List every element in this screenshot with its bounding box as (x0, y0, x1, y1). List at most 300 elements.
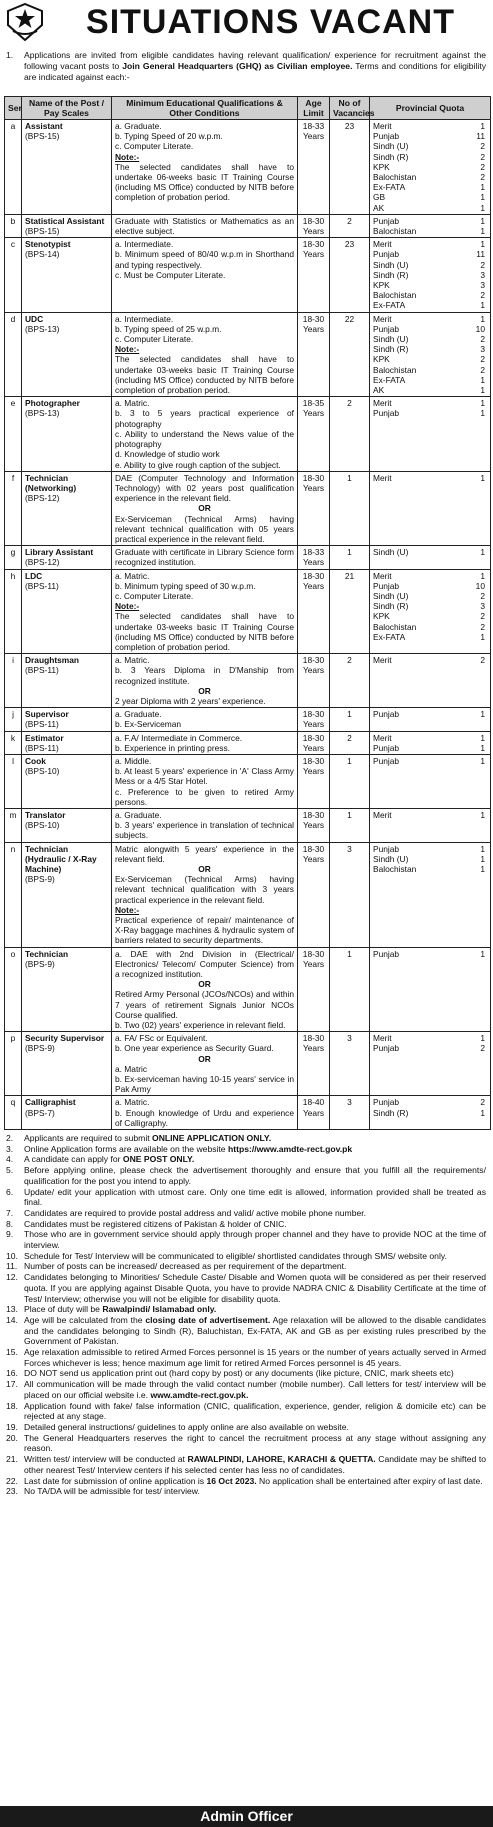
quota-count: 2 (480, 259, 485, 270)
term-text-bold: https://www.amdte-rect.gov.pk (227, 1143, 353, 1154)
quota-line (373, 239, 487, 249)
post-name: Estimator (25, 732, 64, 743)
post-name: UDC (25, 313, 44, 324)
quota-line (373, 581, 487, 591)
cell-qualification (112, 1032, 298, 1096)
cell-post (22, 1096, 112, 1130)
quota-line (373, 949, 487, 959)
quota-province: GB (373, 192, 386, 203)
post-name: Photographer (25, 398, 80, 409)
cell-post (22, 842, 112, 947)
term-number: 8. (6, 1218, 14, 1229)
pay-scale: (BPS-15) (25, 226, 60, 237)
table-row (5, 654, 491, 708)
term-number: 4. (6, 1154, 14, 1165)
qualification-item: a. Intermediate. (115, 313, 174, 324)
cell-provincial-quota (370, 947, 491, 1032)
cell-post (22, 238, 112, 312)
qualification-item: c. Computer Literate. (115, 141, 194, 152)
cell-vacancies: 2 (330, 654, 370, 708)
quota-line (373, 655, 487, 665)
cell-age-limit: 18-30 Years (298, 214, 330, 237)
qualification-item: b. Ex-Serviceman (115, 719, 182, 730)
table-header-row (5, 97, 491, 120)
quota-province: AK (373, 202, 385, 213)
term-text-part: Candidate may be shifted to other nearest Test/ Interview centers if his selected center has less no of candidates. (24, 1454, 486, 1475)
quota-province: Ex-FATA (373, 374, 406, 385)
qualification-text: DAE (Computer Technology and Information Technology) with 02 years post qualification experience in the relevant field. (115, 472, 294, 504)
cell-vacancies: 23 (330, 120, 370, 215)
term-text (24, 1379, 486, 1400)
quota-line (373, 226, 487, 236)
quota-province: AK (373, 385, 385, 396)
qualification-item: a. F.A/ Intermediate in Commerce. (115, 732, 243, 743)
term-text (24, 1422, 349, 1432)
cell-post (22, 569, 112, 654)
qualification-text: Graduate with certificate in Library Science form recognized institution. (115, 547, 294, 568)
post-name: Technician (25, 948, 69, 959)
cell-provincial-quota (370, 754, 491, 808)
quota-line (373, 334, 487, 344)
terms-list (6, 1133, 486, 1497)
term-number: 23. (6, 1486, 18, 1497)
post-name: Stenotypist (25, 239, 71, 250)
qualification-item: a. Matric. (115, 655, 150, 666)
col-header-post: Name of the Post / Pay Scales (22, 97, 112, 120)
quota-line (373, 591, 487, 601)
term-text-part: A candidate can apply for (24, 1154, 123, 1165)
quota-province: Ex-FATA (373, 300, 406, 311)
intro-number: 1. (6, 50, 14, 60)
cell-qualification (112, 312, 298, 397)
cell-qualification (112, 731, 298, 754)
quota-province: Sindh (U) (373, 547, 409, 558)
quota-province: Balochistan (373, 621, 417, 632)
col-header-age: Age Limit (298, 97, 330, 120)
cell-qualification (112, 708, 298, 731)
table-row (5, 238, 491, 312)
quota-province: Sindh (R) (373, 269, 409, 280)
quota-count: 1 (480, 742, 485, 753)
or-separator: OR (198, 864, 211, 875)
term-number: 15. (6, 1347, 18, 1358)
cell-vacancies: 23 (330, 238, 370, 312)
pay-scale: (BPS-11) (25, 742, 59, 753)
cell-provincial-quota (370, 1032, 491, 1096)
term-item (6, 1133, 486, 1144)
pay-scale: (BPS-12) (25, 493, 60, 504)
qualification-item: b. 3 to 5 years practical experience of photography (115, 408, 294, 429)
quota-line (373, 622, 487, 632)
term-text-part: Detailed general instructions/ guidelines to apply online are also available on website. (24, 1421, 349, 1432)
qualification-alt: Retired Army Personal (JCOs/NCOs) and within 7 years of retirement Signals Junior NCOs Course qualified. (115, 989, 294, 1020)
qualification-item: b. Experience in printing press. (115, 742, 230, 753)
cell-qualification (112, 754, 298, 808)
table-row (5, 947, 491, 1032)
qualification-item: c. Must be Computer Literate. (115, 269, 226, 280)
quota-line (373, 844, 487, 854)
term-number: 21. (6, 1454, 18, 1465)
quota-province: Balochistan (373, 864, 417, 875)
table-row (5, 731, 491, 754)
quota-province: Sindh (R) (373, 1107, 409, 1118)
quota-line (373, 192, 487, 202)
cell-age-limit: 18-30 Years (298, 654, 330, 708)
cell-qualification (112, 1096, 298, 1130)
quota-count: 1 (480, 182, 485, 193)
cell-qualification (112, 842, 298, 947)
quota-line (373, 385, 487, 395)
cell-ser: m (5, 809, 22, 843)
note-label: Note:- (115, 344, 140, 355)
cell-vacancies: 22 (330, 312, 370, 397)
cell-post (22, 120, 112, 215)
quota-line (373, 354, 487, 364)
cell-qualification (112, 569, 298, 654)
quota-count: 1 (480, 755, 485, 766)
quota-province: Sindh (U) (373, 334, 409, 345)
cell-age-limit: 18-30 Years (298, 708, 330, 731)
term-text-part: Application found with fake/ false information (CNIC, qualification, experience, gender, religion & domicile etc) can be rejected at any stage. (24, 1400, 486, 1422)
quota-count: 2 (480, 161, 485, 172)
cell-provincial-quota (370, 546, 491, 569)
quota-count: 2 (480, 141, 485, 152)
cell-ser: i (5, 654, 22, 708)
cell-ser: d (5, 312, 22, 397)
col-header-quota: Provincial Quota (370, 97, 491, 120)
term-text-part: Written test/ interview will be conducted at (24, 1454, 188, 1465)
term-number: 13. (6, 1304, 18, 1315)
quota-line (373, 756, 487, 766)
quota-line (373, 398, 487, 408)
cell-qualification (112, 238, 298, 312)
term-number: 3. (6, 1143, 14, 1154)
pay-scale: (BPS-9) (25, 1043, 55, 1054)
term-text (24, 1401, 486, 1422)
cell-age-limit: 18-30 Years (298, 754, 330, 808)
quota-province: Punjab (373, 408, 400, 419)
quota-province: KPK (373, 611, 390, 622)
pay-scale: (BPS-7) (25, 1107, 55, 1118)
quota-line (373, 733, 487, 743)
term-number: 12. (6, 1272, 18, 1283)
quota-province: Merit (373, 655, 392, 666)
quota-count: 2 (480, 1043, 485, 1054)
quota-province: KPK (373, 354, 390, 365)
quota-line (373, 270, 487, 280)
qualification-item: a. Middle. (115, 755, 152, 766)
term-item (6, 1422, 486, 1433)
table-row (5, 471, 491, 545)
post-name: LDC (25, 570, 43, 581)
cell-age-limit: 18-30 Years (298, 238, 330, 312)
quota-count: 2 (480, 354, 485, 365)
quota-province: Merit (373, 313, 392, 324)
qualification-item: c. Computer Literate. (115, 334, 194, 345)
cell-provincial-quota (370, 842, 491, 947)
term-text-bold: ONE POST ONLY. (122, 1154, 195, 1165)
cell-ser: e (5, 397, 22, 471)
quota-province: Sindh (U) (373, 590, 409, 601)
cell-vacancies: 2 (330, 397, 370, 471)
quota-line (373, 203, 487, 213)
cell-ser: g (5, 546, 22, 569)
quota-province: Punjab (373, 709, 400, 720)
quota-line (373, 810, 487, 820)
term-text (24, 1486, 200, 1496)
term-number: 6. (6, 1186, 14, 1197)
term-text-part: Before applying online, please check the advertisement thoroughly and ensure that you fulfill all the requirements/ qualification for the post you intend to apply. (24, 1165, 486, 1186)
quota-line (373, 162, 487, 172)
quota-count: 1 (480, 385, 485, 396)
term-number: 20. (6, 1432, 18, 1443)
qualification-item: a. DAE with 2nd Division in (Electrical/ Electronics/ Telecom/ Computer Science) from a recognized institution. (115, 948, 294, 980)
quota-line (373, 473, 487, 483)
quota-count: 1 (480, 1033, 485, 1044)
term-item (6, 1433, 486, 1454)
quota-province: Merit (373, 1033, 392, 1044)
term-text-bold: closing date of advertisement. (145, 1314, 271, 1325)
term-item (6, 1208, 486, 1219)
quota-line (373, 344, 487, 354)
quota-line (373, 547, 487, 557)
note-label: Note:- (115, 151, 140, 162)
page-title: SITUATIONS VACANT (86, 3, 455, 41)
cell-age-limit: 18-35 Years (298, 397, 330, 471)
qualification-item: b. Typing Speed of 20 w.p.m. (115, 131, 223, 142)
cell-ser: j (5, 708, 22, 731)
or-separator: OR (198, 1053, 211, 1064)
pay-scale: (BPS-10) (25, 766, 60, 777)
term-text-part: Candidates belonging to Minorities/ Schedule Caste/ Disable and Women quota will be considered as per their reserved quota. If you are applying against Disable Quota, you have to provide NADRA CNIC & Disability Certificate at the time of Test/ Interview; otherwise you will not be eligible for disability quota. (24, 1272, 486, 1304)
term-number: 18. (6, 1400, 18, 1411)
post-name: Translator (25, 810, 66, 820)
cell-vacancies: 3 (330, 1096, 370, 1130)
term-item (6, 1347, 486, 1368)
qualification-item: a. Graduate. (115, 709, 162, 720)
cell-ser: o (5, 947, 22, 1032)
cell-post (22, 546, 112, 569)
qualification-item-alt: a. Matric (115, 1063, 148, 1074)
cell-post (22, 214, 112, 237)
header (0, 0, 493, 44)
term-number: 7. (6, 1207, 14, 1218)
cell-qualification (112, 809, 298, 843)
cell-vacancies: 2 (330, 731, 370, 754)
cell-vacancies: 1 (330, 471, 370, 545)
quota-province: Merit (373, 732, 392, 743)
note-label: Note:- (115, 904, 140, 915)
term-item (6, 1144, 486, 1155)
cell-post (22, 731, 112, 754)
cell-post (22, 809, 112, 843)
quota-count: 11 (476, 131, 485, 142)
term-text (24, 1208, 366, 1218)
quota-line (373, 601, 487, 611)
term-text (24, 1251, 447, 1261)
table-row (5, 546, 491, 569)
quota-count: 1 (480, 374, 485, 385)
cell-qualification (112, 654, 298, 708)
quota-count: 1 (480, 864, 485, 875)
qualification-item: b. Minimum typing speed of 30 w.p.m. (115, 580, 256, 591)
quota-count: 3 (480, 269, 485, 280)
cell-ser: q (5, 1096, 22, 1130)
quota-count: 1 (480, 472, 485, 483)
term-text (24, 1304, 216, 1314)
cell-ser: n (5, 842, 22, 947)
vacancy-table (4, 96, 491, 1130)
quota-line (373, 182, 487, 192)
quota-line (373, 290, 487, 300)
term-item (6, 1165, 486, 1186)
term-number: 10. (6, 1250, 18, 1261)
qualification-item: b. One year experience as Security Guard. (115, 1043, 274, 1054)
term-text (24, 1219, 287, 1229)
qualification-item: a. Graduate. (115, 121, 162, 131)
term-text-part: Age relaxation will be allowed to the disable candidates and the candidates belonging to Sindh (R), Baluchistan, Ex-FATA, AK and GB as per existing rules prescribed by the Government of Pakistan. (24, 1314, 486, 1347)
cell-vacancies: 1 (330, 708, 370, 731)
term-text-bold: www.amdte-rect.gov.pk. (150, 1389, 249, 1400)
quota-count: 1 (480, 1107, 485, 1118)
quota-count: 1 (480, 300, 485, 311)
quota-line (373, 249, 487, 259)
quota-count: 1 (480, 226, 485, 237)
cell-ser: b (5, 214, 22, 237)
table-row (5, 1096, 491, 1130)
pay-scale: (BPS-12) (25, 557, 60, 568)
pay-scale: (BPS-11) (25, 580, 59, 591)
quota-count: 2 (480, 290, 485, 301)
quota-count: 3 (480, 280, 485, 291)
term-text (24, 1229, 486, 1250)
term-text-part: Schedule for Test/ Interview will be communicated to eligible/ shortlisted candidates through SMS/ website only. (24, 1250, 447, 1261)
quota-province: Sindh (R) (373, 601, 409, 612)
quota-count: 1 (480, 408, 485, 419)
pay-scale: (BPS-15) (25, 131, 60, 142)
term-number: 22. (6, 1475, 18, 1486)
table-row (5, 1032, 491, 1096)
term-text-bold: Rawalpindi/ Islamabad only. (102, 1304, 217, 1315)
cell-post (22, 708, 112, 731)
note-text: Practical experience of repair/ maintenance of X-Ray baggage machines & hydraulic system of barriers related to security departments. (115, 915, 294, 946)
qualification-extra: 2 year Diploma with 2 years' experience. (115, 695, 266, 706)
pay-scale: (BPS-10) (25, 820, 60, 831)
qualification-item: a. Matric. (115, 570, 150, 581)
term-item (6, 1154, 486, 1165)
quota-line (373, 324, 487, 334)
cell-age-limit: 18-40 Years (298, 1096, 330, 1130)
quota-line (373, 1097, 487, 1107)
term-text-part: Candidates must be registered citizens of Pakistan & holder of CNIC. (24, 1218, 287, 1229)
term-text-part: Place of duty will be (24, 1304, 103, 1315)
quota-province: Balochistan (373, 364, 417, 375)
quota-province: Merit (373, 398, 392, 409)
quota-line (373, 571, 487, 581)
cell-vacancies: 1 (330, 947, 370, 1032)
quota-line (373, 365, 487, 375)
quota-line (373, 141, 487, 151)
term-text (24, 1368, 454, 1378)
quota-province: Sindh (R) (373, 151, 409, 162)
term-text (24, 1133, 271, 1143)
cell-provincial-quota (370, 397, 491, 471)
col-header-qualification: Minimum Educational Qualifications & Other Conditions (112, 97, 298, 120)
term-number: 17. (6, 1379, 18, 1390)
term-item (6, 1368, 486, 1379)
term-text-part: Candidates are required to provide postal address and valid/ active mobile phone number. (24, 1207, 367, 1218)
table-row (5, 312, 491, 397)
term-text-part: Last date for submission of online application is (24, 1475, 207, 1486)
post-name: Supervisor (25, 709, 69, 720)
term-text-part: Those who are in government service should apply through proper channel and they have to provide NOC at the time of interview. (24, 1229, 486, 1251)
term-item (6, 1379, 486, 1400)
term-text (24, 1261, 346, 1271)
term-text-bold: 16 Oct 2023. (206, 1475, 257, 1486)
term-text-part: No application shall be entertained after expiry of last date. (256, 1475, 483, 1486)
quota-province: Ex-FATA (373, 631, 406, 642)
cell-age-limit: 18-30 Years (298, 809, 330, 843)
qualification-item-alt: b. Ex-serviceman having 10-15 years' service in Pak Army (115, 1074, 294, 1095)
cell-ser: a (5, 120, 22, 215)
quota-count: 1 (480, 709, 485, 720)
term-text-part: Number of posts can be increased/ decreased as per requirement of the department. (24, 1261, 347, 1272)
qualification-item: c. Computer Literate. (115, 590, 194, 601)
quota-line (373, 743, 487, 753)
cell-vacancies: 1 (330, 754, 370, 808)
term-text-part: Online Application forms are available on the website (24, 1143, 228, 1154)
cell-qualification (112, 397, 298, 471)
quota-province: Merit (373, 810, 392, 820)
cell-post (22, 471, 112, 545)
term-text (24, 1433, 486, 1454)
quota-province: Punjab (373, 1043, 400, 1054)
post-name: Draughtsman (25, 655, 79, 666)
quota-count: 1 (480, 631, 485, 642)
quota-count: 2 (480, 151, 485, 162)
quota-count: 1 (480, 853, 485, 864)
cell-qualification (112, 947, 298, 1032)
quota-count: 1 (480, 948, 485, 959)
quota-province: Punjab (373, 131, 400, 142)
qualification-item: a. Graduate. (115, 810, 162, 820)
post-name: Library Assistant (25, 547, 94, 558)
table-row (5, 120, 491, 215)
quota-line (373, 632, 487, 642)
pay-scale: (BPS-13) (25, 408, 60, 419)
term-item (6, 1229, 486, 1250)
term-number: 11. (6, 1261, 18, 1272)
table-row (5, 397, 491, 471)
cell-vacancies: 3 (330, 1032, 370, 1096)
term-item (6, 1476, 486, 1487)
quota-count: 1 (480, 570, 485, 581)
qualification-item: a. Intermediate. (115, 239, 174, 250)
qualification-item: b. At least 5 years' experience in 'A' Class Army Mess or a 4/5 Star Hotel. (115, 766, 294, 787)
qualification-item: a. FA/ FSc or Equivalent. (115, 1033, 208, 1044)
cell-provincial-quota (370, 214, 491, 237)
quota-province: Punjab (373, 755, 400, 766)
cell-post (22, 397, 112, 471)
quota-count: 2 (480, 611, 485, 622)
term-item (6, 1187, 486, 1208)
quota-line (373, 375, 487, 385)
cell-qualification (112, 471, 298, 545)
cell-age-limit: 18-33 Years (298, 546, 330, 569)
quota-count: 11 (476, 249, 485, 260)
cell-post (22, 654, 112, 708)
cell-ser: p (5, 1032, 22, 1096)
